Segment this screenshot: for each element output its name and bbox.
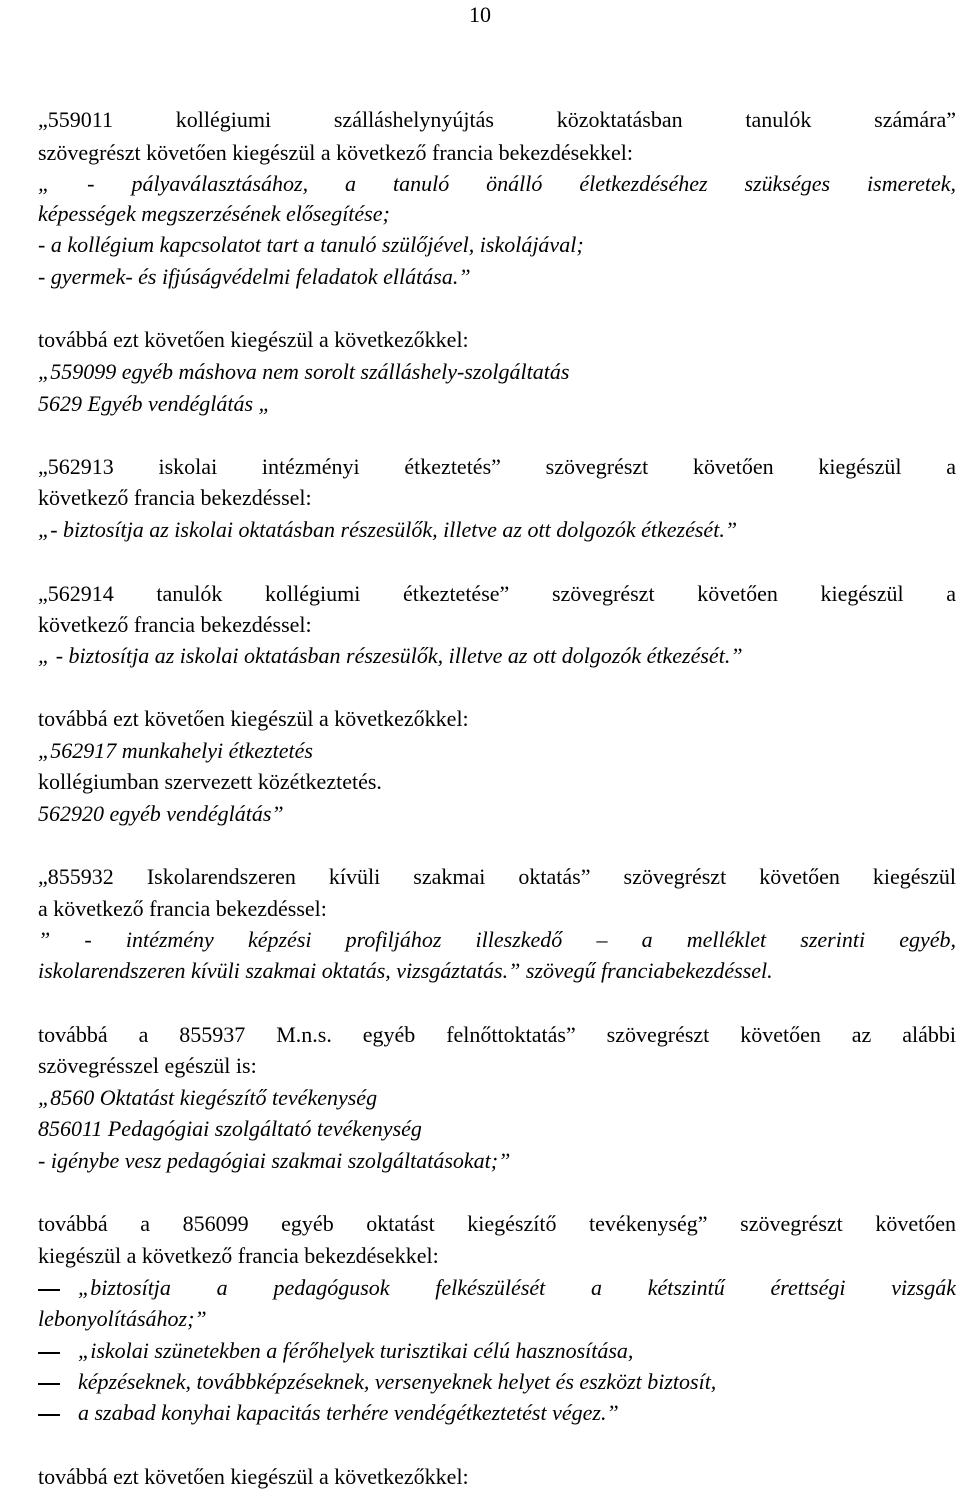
text-line: 856011 Pedagógiai szolgáltató tevékenység (38, 1116, 422, 1141)
text-line: képességek megszerzésének elősegítése; (38, 201, 390, 226)
dash-bullet (38, 1289, 60, 1291)
text-line: iskolarendszeren kívüli szakmai oktatás, vizsgáztatás.” szövegű franciabekezdéssel. (38, 958, 773, 983)
text-line: kollégiumban szervezett közétkeztetés. (38, 769, 382, 794)
text-line: - gyermek- és ifjúságvédelmi feladatok ellátása.” (38, 264, 471, 289)
text-line: továbbá ezt követően kiegészül a következőkkel: (38, 327, 469, 352)
text-line: képzéseknek, továbbképzéseknek, versenyeknek helyet és eszközt biztosít, (78, 1369, 717, 1394)
text-line: „559011 kollégiumi szálláshelynyújtás közoktatásban tanulók számára” (38, 107, 956, 132)
text-line: szövegrésszel egészül is: (38, 1053, 257, 1078)
dash-bullet (38, 1352, 60, 1354)
text-line: továbbá ezt követően kiegészül a következőkkel: (38, 1464, 469, 1489)
text-line: kiegészül a következő francia bekezdésekkel: (38, 1243, 439, 1268)
text-line: továbbá ezt követően kiegészül a következőkkel: (38, 706, 469, 731)
text-line: következő francia bekezdéssel: (38, 485, 312, 510)
text-line: „8560 Oktatást kiegészítő tevékenység (38, 1085, 378, 1110)
text-line: továbbá a 855937 M.n.s. egyéb felnőttoktatás” szövegrészt követően az alábbi (38, 1022, 956, 1047)
dash-bullet (38, 1414, 60, 1416)
text-line: „- biztosítja az iskolai oktatásban részesülők, illetve az ott dolgozók étkezését.” (38, 517, 738, 542)
text-line: „ - biztosítja az iskolai oktatásban részesülők, illetve az ott dolgozók étkezését.” (38, 643, 743, 668)
dash-bullet (38, 1383, 60, 1385)
text-line: a szabad konyhai kapacitás terhére vendégétkeztetést végez.” (78, 1400, 619, 1425)
text-line: „ - pályaválasztásához, a tanuló önálló életkezdéséhez szükséges ismeretek, (38, 171, 956, 196)
text-line: „562913 iskolai intézményi étkeztetés” szövegrészt követően kiegészül a (38, 454, 956, 479)
text-line: szövegrészt követően kiegészül a következő francia bekezdésekkel: (38, 140, 633, 165)
text-line: lebonyolításához;” (38, 1306, 207, 1331)
text-line: „biztosítja a pedagógusok felkészülését a kétszintű érettségi vizsgák (78, 1275, 956, 1300)
text-line: továbbá a 856099 egyéb oktatást kiegészítő tevékenység” szövegrészt követően (38, 1211, 956, 1236)
text-line: „559099 egyéb máshova nem sorolt szálláshely-szolgáltatás (38, 359, 570, 384)
text-line: „iskolai szünetekben a férőhelyek turisztikai célú hasznosítása, (78, 1338, 634, 1363)
text-line: „855932 Iskolarendszeren kívüli szakmai oktatás” szövegrészt követően kiegészül (38, 864, 956, 889)
text-line: a következő francia bekezdéssel: (38, 896, 327, 921)
text-line: - igénybe vesz pedagógiai szakmai szolgáltatásokat;” (38, 1148, 511, 1173)
text-line: következő francia bekezdéssel: (38, 612, 312, 637)
text-line: - a kollégium kapcsolatot tart a tanuló szülőjével, iskolájával; (38, 232, 584, 257)
text-line: ” - intézmény képzési profiljához illeszkedő – a melléklet szerinti egyéb, (38, 927, 956, 952)
text-line: „562914 tanulók kollégiumi étkeztetése” szövegrészt követően kiegészül a (38, 581, 956, 606)
page-number: 10 (469, 2, 491, 27)
text-line: 5629 Egyéb vendéglátás „ (38, 391, 271, 416)
text-line: „562917 munkahelyi étkeztetés (38, 738, 313, 763)
text-line: 562920 egyéb vendéglátás” (38, 801, 284, 826)
